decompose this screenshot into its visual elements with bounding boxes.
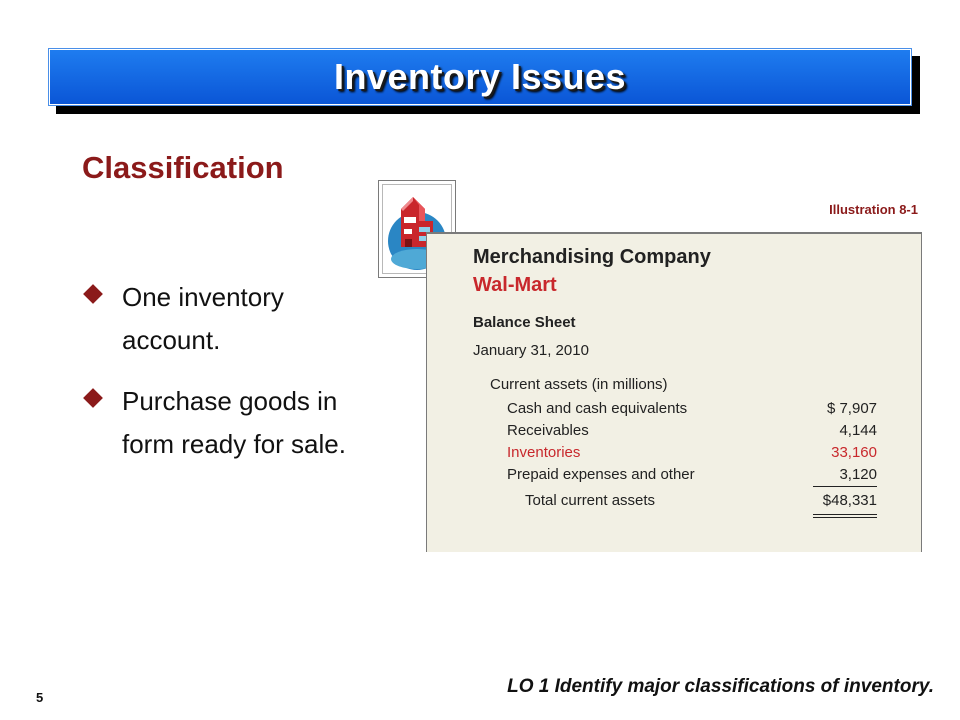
bullet-text: One inventory account. bbox=[122, 282, 284, 355]
company-type: Merchandising Company bbox=[473, 246, 711, 268]
asset-row bbox=[507, 420, 877, 442]
total-row bbox=[525, 490, 877, 514]
row-label: Cash and cash equivalents bbox=[507, 400, 688, 417]
total-value: $48,331 bbox=[822, 492, 877, 509]
balance-sheet-panel bbox=[426, 232, 922, 552]
row-value: 33,160 bbox=[831, 444, 877, 461]
row-label: Prepaid expenses and other bbox=[507, 466, 695, 483]
asset-row bbox=[507, 398, 877, 420]
diamond-bullet-icon bbox=[83, 388, 103, 408]
slide-number: 5 bbox=[36, 690, 44, 705]
learning-objective: LO 1 Identify major classifications of inventory. bbox=[507, 676, 934, 697]
bullet-text: Purchase goods in form ready for sale. bbox=[122, 386, 346, 459]
total-label: Total current assets bbox=[525, 492, 656, 509]
statement-title: Balance Sheet bbox=[473, 314, 576, 331]
asset-row-highlighted bbox=[507, 442, 877, 464]
bullet-item bbox=[82, 276, 372, 362]
row-value: 3,120 bbox=[839, 466, 877, 483]
row-value: $ 7,907 bbox=[826, 400, 877, 417]
asset-rows bbox=[507, 398, 877, 486]
section-heading: Classification bbox=[82, 150, 284, 185]
slide-title: Inventory Issues bbox=[333, 56, 627, 97]
subtotal-rule bbox=[813, 486, 877, 487]
asset-row bbox=[507, 464, 877, 486]
company-name: Wal-Mart bbox=[473, 274, 557, 296]
section-label: Current assets (in millions) bbox=[490, 376, 668, 393]
illustration-label: Illustration 8-1 bbox=[829, 202, 918, 217]
row-label: Inventories bbox=[507, 444, 581, 461]
row-value: 4,144 bbox=[839, 422, 877, 439]
diamond-bullet-icon bbox=[83, 284, 103, 304]
row-label: Receivables bbox=[507, 422, 589, 439]
statement-date: January 31, 2010 bbox=[473, 342, 589, 359]
bullet-item bbox=[82, 380, 372, 466]
bullet-list bbox=[82, 276, 372, 484]
total-double-rule bbox=[813, 514, 877, 518]
title-banner bbox=[48, 48, 912, 106]
